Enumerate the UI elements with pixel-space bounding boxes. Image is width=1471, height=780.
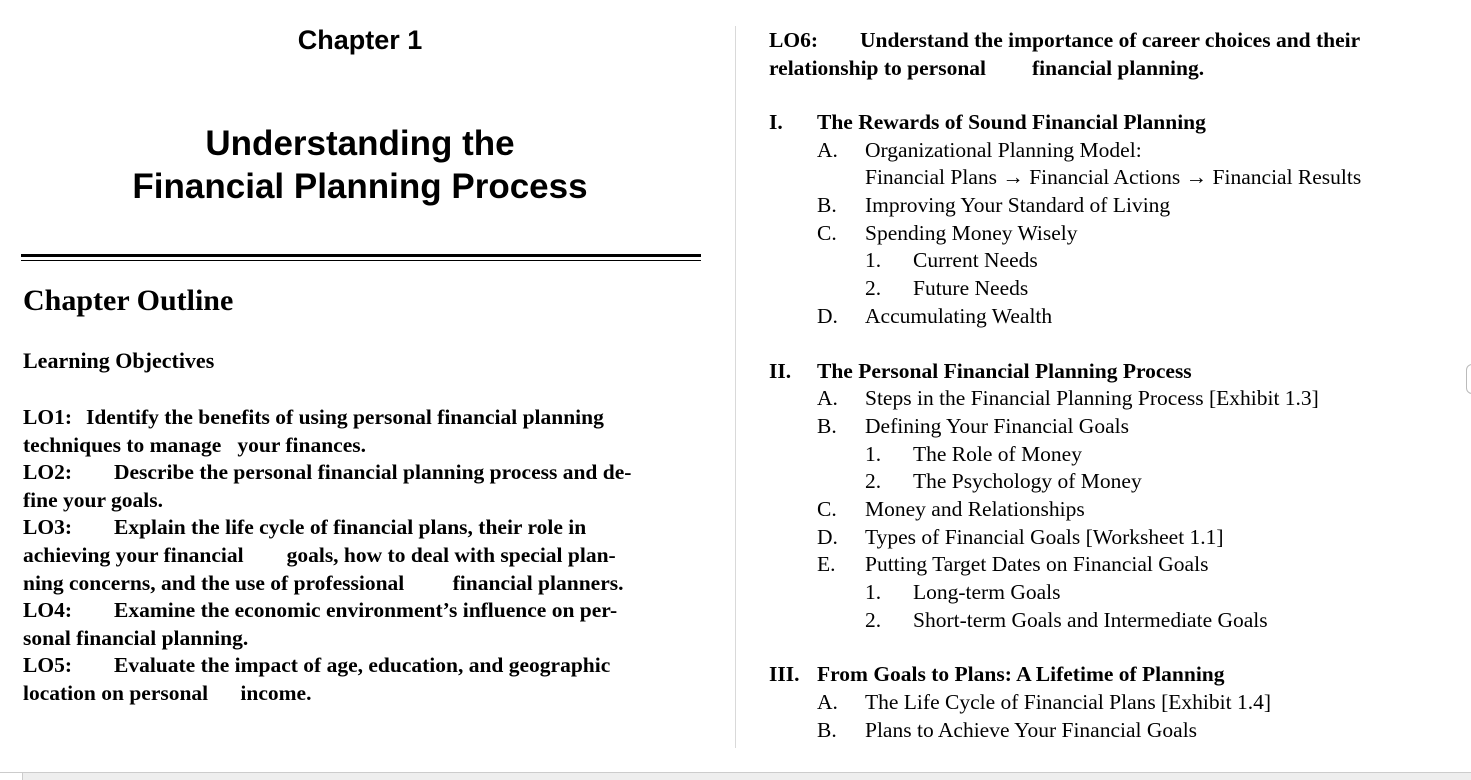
outline-item-marker: 2. (865, 276, 882, 301)
lo-text: Describe the personal financial planning process and de- (113, 460, 632, 485)
lo-text: Identify the benefits of using personal financial planning (85, 405, 604, 429)
outline-item (769, 468, 1459, 496)
outline-item (769, 192, 1459, 220)
outline-item-marker: C. (817, 220, 837, 245)
outline-item-marker: B. (817, 193, 837, 218)
outline-item-marker: D. (817, 303, 838, 328)
right-column (769, 26, 1459, 744)
title-double-rule (21, 254, 701, 261)
outline-item (769, 524, 1459, 552)
outline-item-text: Types of Financial Goals [Worksheet 1.1] (865, 524, 1224, 549)
chapter-label: Chapter 1 (297, 25, 423, 55)
outline-numeral: I. (769, 110, 783, 134)
lo-line: sonal financial planning. (23, 625, 249, 650)
learning-objective-lo1 (23, 404, 713, 459)
outline-item-text: Organizational Planning Model: (865, 137, 1142, 162)
lo-text: Evaluate the impact of age, education, and geographic (113, 653, 611, 678)
outline-item-text: Steps in the Financial Planning Process [Exhibit 1.3] (865, 386, 1319, 411)
learning-objective-lo5 (23, 652, 713, 707)
outline-item-marker: 1. (865, 441, 882, 466)
lo-tag: LO4: (23, 598, 72, 623)
outline-item (769, 137, 1459, 165)
lo-line (769, 54, 1459, 82)
outline-item-text: Spending Money Wisely (865, 220, 1078, 245)
outline-item (769, 275, 1459, 303)
outline-item-text: Defining Your Financial Goals (865, 413, 1129, 438)
outline-section (769, 358, 1459, 635)
chapter-title (0, 122, 720, 208)
outline-item-marker: 1. (865, 248, 882, 273)
lo-text: Explain the life cycle of financial plans, their role in (113, 515, 587, 540)
outline-item-marker: A. (817, 137, 838, 162)
outline-item (769, 247, 1459, 275)
lo-tag: LO6: (769, 28, 818, 52)
lo-line (23, 459, 713, 487)
lo-line (23, 597, 713, 625)
outline-item-text: Future Needs (913, 276, 1029, 301)
outline-numeral: II. (769, 358, 792, 383)
outline-numeral: III. (769, 662, 800, 687)
lo-line (23, 514, 713, 542)
lo-line: fine your goals. (23, 487, 163, 512)
lo-tag: LO1: (23, 405, 72, 429)
outline-item (769, 385, 1459, 413)
lo-tag: LO5: (23, 653, 72, 678)
lo-line: techniques to manage your finances. (23, 432, 367, 457)
outline-section (769, 661, 1459, 744)
outline-item-marker: A. (817, 386, 838, 411)
chapter-title-line: Financial Planning Process (132, 167, 588, 206)
lo-text: financial planning. (1032, 56, 1205, 80)
page-edge-handle[interactable] (1466, 364, 1471, 394)
outline-section-title: From Goals to Plans: A Lifetime of Planning (817, 662, 1225, 687)
outline-section-heading (769, 661, 1459, 689)
outline-item-text: Improving Your Standard of Living (865, 193, 1171, 218)
outline-section-title: The Rewards of Sound Financial Planning (817, 110, 1206, 134)
learning-objective-lo3 (23, 514, 713, 597)
outline-item (769, 717, 1459, 745)
lo-tag: LO3: (23, 515, 72, 540)
lo-tag: LO2: (23, 460, 72, 485)
outline-item-text: Putting Target Dates on Financial Goals (865, 552, 1209, 577)
left-column (0, 0, 735, 750)
outline-item-marker: A. (817, 690, 838, 715)
outline-item (769, 220, 1459, 248)
outline-section-heading (769, 358, 1459, 386)
outline-item-marker: 2. (865, 607, 882, 632)
outline-item-text: The Role of Money (913, 441, 1082, 466)
column-divider (735, 26, 736, 748)
outline-item-text: Short-term Goals and Intermediate Goals (913, 607, 1268, 632)
outline-item (769, 303, 1459, 331)
outline-item-text: The Life Cycle of Financial Plans [Exhibit 1.4] (865, 690, 1272, 715)
outline-item-marker: B. (817, 717, 837, 742)
lo-line (23, 404, 713, 432)
outline-item-text: The Psychology of Money (913, 469, 1142, 494)
outline-item (769, 496, 1459, 524)
status-strip (0, 772, 1471, 780)
chapter-outline (769, 109, 1459, 744)
outline-section-title: The Personal Financial Planning Process (817, 358, 1192, 383)
outline-item (769, 607, 1459, 635)
outline-item-text: Plans to Achieve Your Financial Goals (865, 717, 1198, 742)
outline-item (769, 579, 1459, 607)
outline-item-marker: C. (817, 496, 837, 521)
learning-objective-lo2 (23, 459, 713, 514)
outline-section-heading (769, 109, 1459, 137)
lo-text: relationship to personal (769, 56, 987, 80)
outline-item (769, 551, 1459, 579)
learning-objectives-list (23, 404, 713, 708)
lo-text: Examine the economic environment’s influence on per- (113, 598, 618, 623)
outline-item-marker: D. (817, 524, 838, 549)
learning-objective-lo6 (769, 26, 1459, 82)
chapter-title-line: Understanding the (205, 124, 515, 163)
lo-line: achieving your financial goals, how to deal with special plan- (23, 542, 616, 567)
lo-line: ning concerns, and the use of professional financial planners. (23, 570, 624, 595)
outline-item-text: Current Needs (913, 248, 1038, 273)
outline-item-text: Financial Plans → Financial Actions → Financial Results (865, 165, 1362, 190)
outline-item-text: Long-term Goals (913, 580, 1061, 604)
outline-item-marker: 2. (865, 469, 882, 494)
outline-item-text: Accumulating Wealth (865, 303, 1053, 328)
chapter-outline-heading: Chapter Outline (23, 284, 234, 317)
status-strip-corner (0, 772, 23, 780)
outline-item (769, 413, 1459, 441)
outline-item (769, 441, 1459, 469)
outline-item-marker: B. (817, 413, 837, 438)
outline-item-marker: E. (817, 552, 836, 577)
learning-objectives-heading: Learning Objectives (23, 348, 215, 373)
lo-line (769, 26, 1459, 54)
outline-item-marker: 1. (865, 580, 882, 604)
outline-item-text: Money and Relationships (865, 496, 1085, 521)
learning-objective-lo4 (23, 597, 713, 652)
outline-item (769, 689, 1459, 717)
outline-item (769, 164, 1459, 192)
lo-line (23, 652, 713, 680)
outline-section (769, 109, 1459, 331)
lo-line: location on personal income. (23, 680, 312, 705)
lo-text: Understand the importance of career choices and their (859, 28, 1361, 52)
